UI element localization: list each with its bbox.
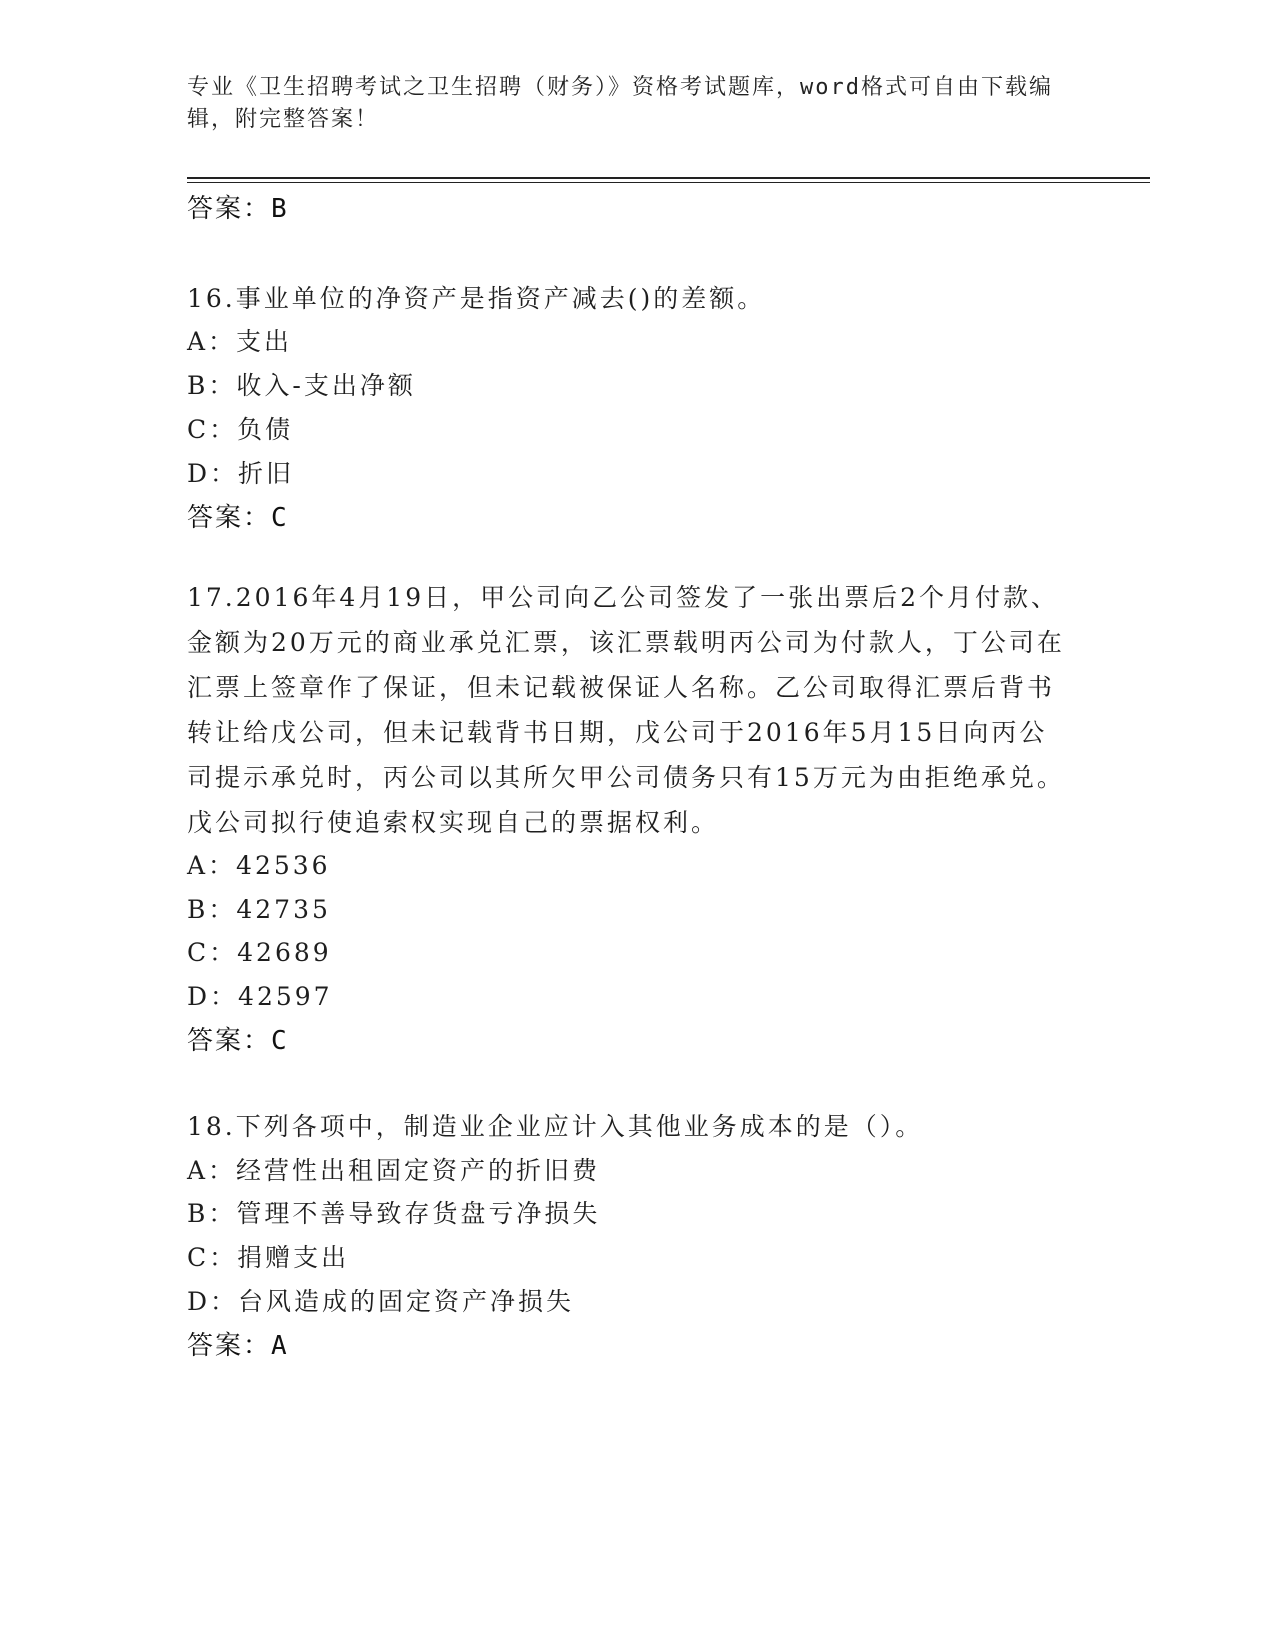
answer-line [187,497,289,534]
answer-line [187,1020,289,1057]
answer-value: A [271,1331,289,1361]
option-a: A：经营性出租固定资产的折旧费 [187,1156,601,1185]
header-rule-thin [187,182,1150,183]
answer-value: C [271,1026,289,1056]
answer-value: B [271,194,289,224]
option-a: A：支出 [187,327,293,356]
answer-value: C [271,503,289,533]
option-b: B：收入-支出净额 [187,371,416,400]
option-d: D：台风造成的固定资产净损失 [187,1287,575,1316]
option-c: C：捐赠支出 [187,1243,350,1272]
answer-label: 答案： [187,1331,272,1361]
answer-line [187,1325,289,1362]
option-b: B：管理不善导致存货盘亏净损失 [187,1199,601,1228]
question-stem: 17.2016年4月19日，甲公司向乙公司签发了一张出票后2个月付款、金额为20万元的商业承兑汇票，该汇票载明丙公司为付款人，丁公司在汇票上签章作了保证，但未记载被保证人名称。乙公司取得汇票后背书转让给戊公司，但未记载背书日期，戊公司于2016年5月15日向丙公司提示承兑时，丙公司以其所欠甲公司债务只有15万元为由拒绝承兑。戊公司拟行使追索权实现自己的票据权利。 [187,583,1065,837]
answer-label: 答案： [187,1026,272,1056]
option-c: C：42689 [187,938,332,967]
answer-label: 答案： [187,194,272,224]
question-stem: 18.下列各项中，制造业企业应计入其他业务成本的是（）。 [187,1112,924,1141]
answer-line [187,188,289,225]
option-d: D：折旧 [187,459,295,488]
question-stem: 16.事业单位的净资产是指资产减去()的差额。 [187,284,766,313]
answer-label: 答案： [187,503,272,533]
option-b: B：42735 [187,895,331,924]
option-a: A：42536 [187,851,331,880]
option-d: D：42597 [187,982,333,1011]
document-header: 专业《卫生招聘考试之卫生招聘（财务）》资格考试题库，word格式可自由下载编辑，附完整答案！ [187,75,1053,132]
option-c: C：负债 [187,415,294,444]
header-rule-thick [187,177,1150,179]
